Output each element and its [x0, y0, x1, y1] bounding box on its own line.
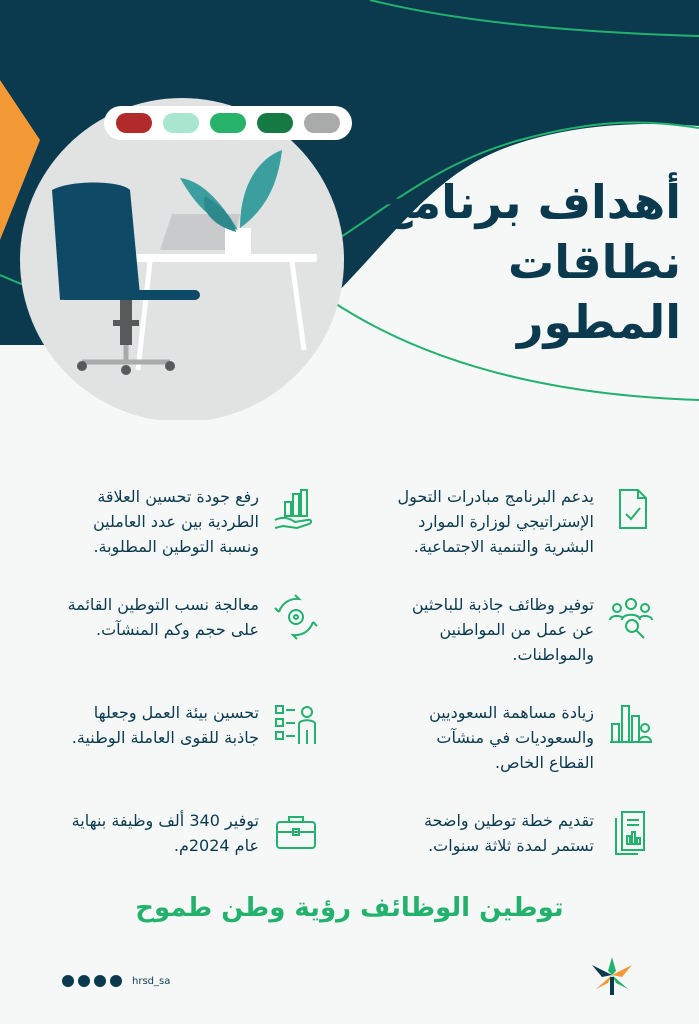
- title-line-2: نطاقات المطور: [508, 235, 681, 349]
- document-check-icon: [608, 486, 654, 532]
- page-title: [351, 172, 681, 352]
- goal-item: [54, 592, 319, 682]
- goal-item: [54, 484, 319, 574]
- twitter-icon[interactable]: [62, 975, 74, 987]
- instagram-icon[interactable]: [110, 975, 122, 987]
- color-swatch-bar: [104, 106, 352, 140]
- goal-item: [389, 700, 654, 790]
- report-document-icon: [608, 810, 654, 856]
- swatch-red: [116, 113, 152, 133]
- goal-text: توفير 340 ألف وظيفة بنهاية عام 2024م.: [71, 811, 259, 855]
- title-line-1: أهداف برنامج: [379, 175, 681, 229]
- goal-item: [54, 808, 319, 898]
- hand-growth-icon: [273, 486, 319, 532]
- goal-item: [54, 700, 319, 790]
- goal-text: يدعم البرنامج مبادرات التحول الإستراتيجي لوزارة الموارد البشرية والتنمية الاجتماعية.: [397, 487, 594, 556]
- gear-cycle-icon: [273, 594, 319, 640]
- goal-item: [389, 592, 654, 682]
- swatch-mint: [163, 113, 199, 133]
- people-search-icon: [608, 594, 654, 640]
- goal-text: رفع جودة تحسين العلاقة الطردية بين عدد العاملين ونسبة التوطين المطلوبة.: [92, 487, 259, 556]
- swatch-grey: [304, 113, 340, 133]
- goal-text: تقديم خطة توطين واضحة تستمر لمدة ثلاثة سنوات.: [423, 811, 594, 855]
- social-handle[interactable]: hrsd_sa: [132, 975, 171, 987]
- tagline: توطين الوظائف رؤية وطن طموح: [135, 893, 564, 923]
- social-footer: [62, 975, 170, 987]
- facebook-icon[interactable]: [94, 975, 106, 987]
- goal-item: [389, 484, 654, 574]
- swatch-green: [210, 113, 246, 133]
- checklist-person-icon: [273, 702, 319, 748]
- bar-chart-person-icon: [608, 702, 654, 748]
- goal-item: [389, 808, 654, 898]
- goal-text: معالجة نسب التوطين القائمة على حجم وكم المنشآت.: [67, 595, 259, 639]
- briefcase-icon: [273, 810, 319, 856]
- swatch-dark-green: [257, 113, 293, 133]
- goal-text: زيادة مساهمة السعوديين والسعوديات في منشآت القطاع الخاص.: [429, 703, 594, 772]
- goal-text: توفير وظائف جاذبة للباحثين عن عمل من المواطنين والمواطنات.: [411, 595, 594, 664]
- youtube-icon[interactable]: [78, 975, 90, 987]
- goal-text: تحسين بيئة العمل وجعلها جاذبة للقوى العاملة الوطنية.: [71, 703, 259, 747]
- vision-logo: [588, 955, 636, 997]
